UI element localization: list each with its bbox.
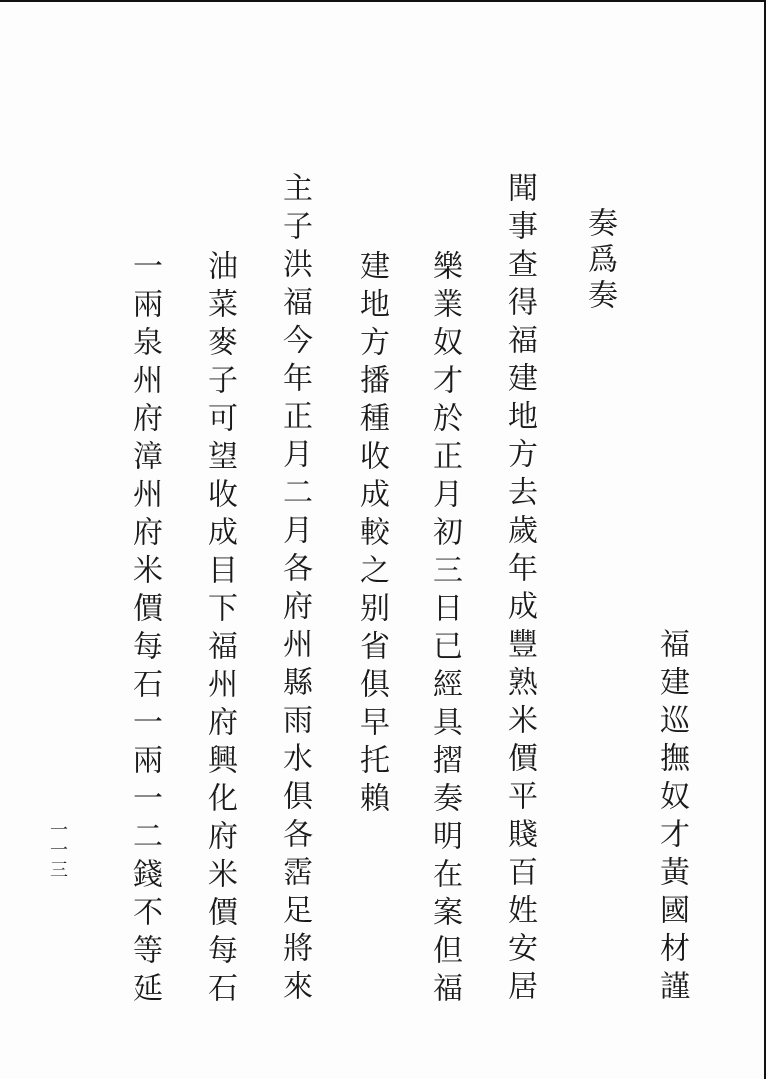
text-column-2: 樂業奴才於正月初三日已經具摺奏明在案但福 [427, 250, 462, 1010]
page-number: 一一三 [47, 820, 68, 880]
heading-memorial: 奏爲奏 [582, 207, 617, 315]
text-column-4: 主子洪福今年正月二月各府州縣雨水俱各霑足將來 [277, 172, 312, 1008]
text-column-5: 油菜麥子可望收成目下福州府興化府米價每石 [202, 250, 237, 1010]
text-column-3: 建地方播種收成較之别省俱早托賴 [354, 250, 389, 820]
author-line: 福建巡撫奴才黃國材謹 [654, 628, 689, 1008]
text-column-1: 聞事查得福建地方去歲年成豐熟米價平賤百姓安居 [502, 172, 537, 1008]
text-column-6: 一兩泉州府漳州府米價每石一兩一二錢不等延 [127, 250, 162, 1010]
